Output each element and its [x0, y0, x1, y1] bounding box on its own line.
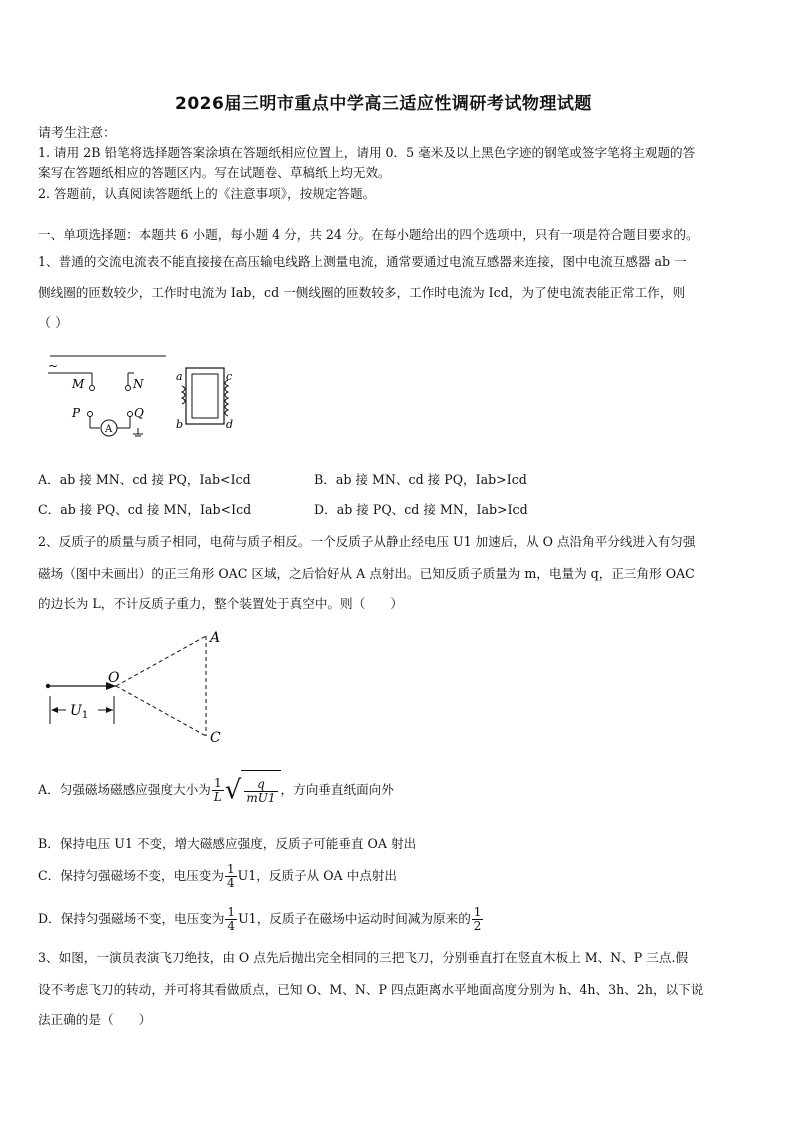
option-c-prefix: C．保持匀强磁场不变，电压变为	[38, 868, 224, 883]
terminal-Q-label: Q	[134, 406, 144, 420]
fraction-numerator: 1	[473, 905, 482, 919]
voltage-U-label: U	[70, 703, 82, 719]
fraction-numerator: 1	[227, 905, 236, 919]
question-1-option-a[interactable]: A．ab 接 MN、cd 接 PQ，Iab<Icd	[38, 472, 251, 487]
fraction-denominator: 4	[227, 919, 236, 933]
fraction-quarter	[225, 863, 237, 890]
fraction-denominator: 4	[226, 876, 235, 890]
terminal-a-label: a	[176, 370, 183, 383]
question-1-line-2: 侧线圈的匝数较少，工作时电流为 Iab，cd 一侧线圈的匝数较多，工作时电流为 Icd，为了使电流表能正常工作，则	[38, 285, 686, 300]
ac-symbol: ~	[48, 359, 59, 373]
sqrt-denominator: mU1	[246, 791, 276, 805]
terminal-M-label: M	[72, 377, 85, 391]
question-3-line-1: 3、如图，一演员表演飞刀绝技，由 O 点先后抛出完全相同的三把飞刀，分别垂直打在竖直木板上 M、N、P 三点.假	[38, 950, 689, 965]
notice-heading: 请考生注意：	[38, 126, 117, 141]
terminal-P-label: P	[72, 406, 81, 420]
question-2-option-a[interactable]	[38, 770, 394, 811]
question-2-option-b[interactable]: B．保持电压 U1 不变，增大磁感应强度，反质子可能垂直 OA 射出	[38, 836, 417, 851]
point-A-label: A	[210, 630, 221, 646]
voltage-subscript: 1	[81, 710, 89, 721]
question-1-option-d[interactable]: D．ab 接 PQ、cd 接 MN，Iab>Icd	[314, 502, 528, 517]
fraction-quarter	[225, 906, 237, 933]
transformer-circuit-diagram	[38, 348, 248, 440]
fraction-denominator: 2	[473, 919, 482, 933]
option-d-prefix: D．保持匀强磁场不变，电压变为	[38, 911, 225, 926]
question-3-line-3: 法正确的是（ ）	[38, 1012, 152, 1027]
terminal-c-label: c	[226, 370, 233, 383]
section-heading: 一、单项选择题：本题共 6 小题，每小题 4 分，共 24 分。在每小题给出的四个选项中，只有一项是符合题目要求的。	[38, 227, 699, 242]
option-c-suffix: U1，反质子从 OA 中点射出	[237, 868, 397, 883]
terminal-d-label: d	[226, 418, 234, 431]
triangle-field-diagram	[38, 630, 238, 748]
ammeter-label: A	[105, 424, 113, 435]
svg-text:U1	[70, 703, 88, 721]
option-a-prefix: A．匀强磁场磁感应强度大小为	[38, 782, 211, 797]
fraction-half	[472, 906, 484, 933]
sqrt-fraction	[244, 778, 277, 805]
question-2-line-1: 2、反质子的质量与质子相同，电荷与质子相反。一个反质子从静止经电压 U1 加速后，从 O 点沿角平分线进入有匀强	[38, 534, 696, 549]
notice-item-2: 2. 答题前，认真阅读答题纸上的《注意事项》，按规定答题。	[38, 186, 376, 201]
page-title: 2026届三明市重点中学高三适应性调研考试物理试题	[175, 94, 592, 114]
option-a-suffix: ，方向垂直纸面向外	[280, 782, 394, 797]
question-3-line-2: 设不考虑飞刀的转动，并可将其看做质点，已知 O、M、N、P 四点距离水平地面高度分别为 h、4h、3h、2h，以下说	[38, 982, 704, 997]
question-1-option-b[interactable]: B．ab 接 MN、cd 接 PQ，Iab>Icd	[314, 472, 527, 487]
fraction-numerator: 1	[212, 777, 224, 791]
question-2-line-2: 磁场（图中未画出）的正三角形 OAC 区域，之后恰好从 A 点射出。已知反质子质量为 m，电量为 q，正三角形 OAC	[38, 566, 695, 581]
sqrt-sign: √	[224, 775, 242, 806]
terminal-N-label: N	[133, 377, 144, 391]
point-O-label: O	[108, 670, 120, 686]
question-1-line-1: 1、普通的交流电流表不能直接接在高压输电线路上测量电流，通常要通过电流互感器来连接，图中电流互感器 ab 一	[38, 254, 687, 269]
notice-item-1-line-2: 案写在答题纸相应的答题区内。写在试题卷、草稿纸上均无效。	[38, 165, 391, 180]
terminal-b-label: b	[176, 418, 184, 431]
fraction-numerator: 1	[226, 862, 235, 876]
question-2-option-c[interactable]	[38, 858, 397, 894]
sqrt-numerator: q	[244, 778, 277, 792]
sqrt-radicand	[241, 770, 280, 811]
fraction-denominator: L	[213, 790, 222, 804]
option-d-middle: U1，反质子在磁场中运动时间减为原来的	[238, 911, 471, 926]
question-2-option-d[interactable]	[38, 901, 484, 937]
notice-item-1-line-1: 1. 请用 2B 铅笔将选择题答案涂填在答题纸相应位置上，请用 0．5 毫米及以上黑色字迹的钢笔或签字笔将主观题的答	[38, 145, 696, 160]
question-1-option-c[interactable]: C．ab 接 PQ、cd 接 MN，Iab<Icd	[38, 502, 252, 517]
question-1-paren: （ ）	[38, 316, 69, 331]
point-C-label: C	[210, 730, 221, 746]
question-2-line-3: 的边长为 L，不计反质子重力，整个装置处于真空中。则（ ）	[38, 596, 403, 611]
fraction-one-over-L	[212, 777, 224, 804]
